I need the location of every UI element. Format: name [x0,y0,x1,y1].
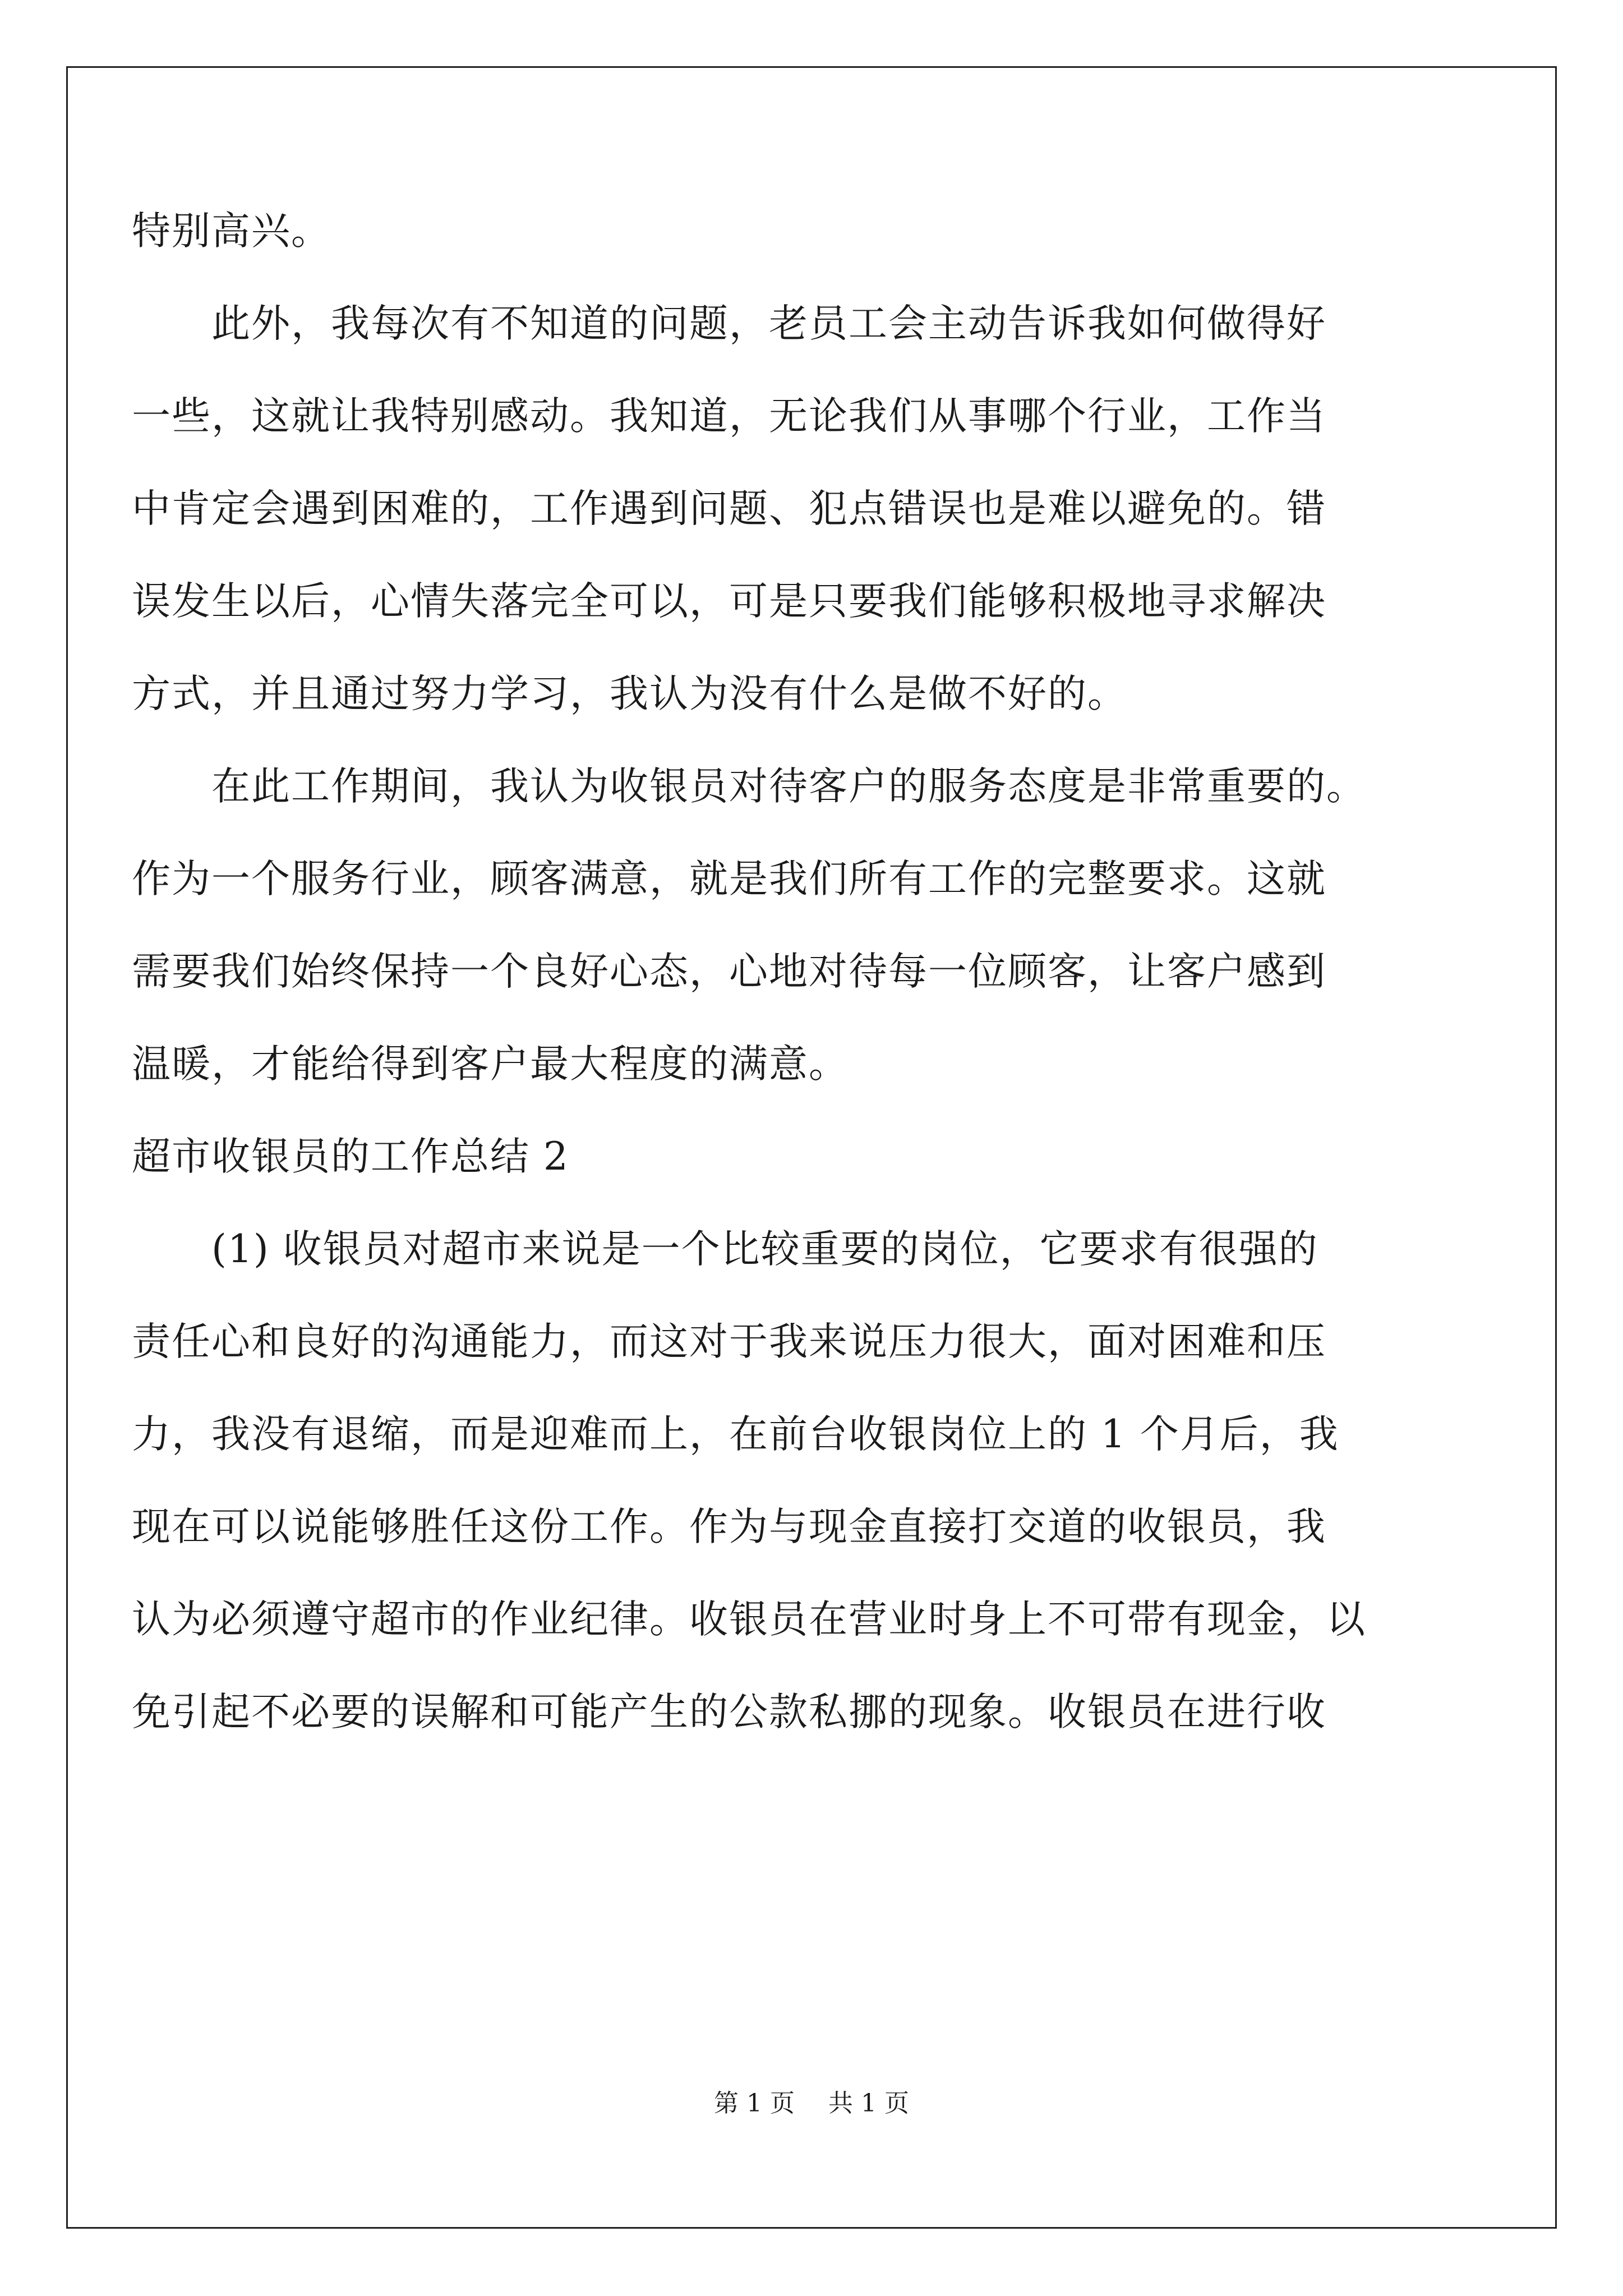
text-line-7: 在此工作期间，我认为收银员对待客户的服务态度是非常重要的。 [132,764,1366,809]
page-number: 第 1 页 [714,2089,795,2118]
text-line-4: 中肯定会遇到困难的，工作遇到问题、犯点错误也是难以避免的。错 [132,486,1326,531]
page-total: 共 1 页 [828,2089,909,2118]
text-line-10: 温暖，才能给得到客户最大程度的满意。 [132,1042,849,1087]
text-line-3: 一些，这就让我特别感动。我知道，无论我们从事哪个行业，工作当 [132,394,1326,439]
page-footer [0,2087,1623,2120]
text-line-17: 免引起不必要的误解和可能产生的公款私挪的现象。收银员在进行收 [132,1690,1326,1734]
text-line-1: 特别高兴。 [132,209,331,254]
text-line-15: 现在可以说能够胜任这份工作。作为与现金直接打交道的收银员，我 [132,1504,1326,1549]
text-line-12: (1) 收银员对超市来说是一个比较重要的岗位，它要求有很强的 [132,1227,1318,1272]
text-line-16: 认为必须遵守超市的作业纪律。收银员在营业时身上不可带有现金，以 [132,1597,1366,1642]
text-line-8: 作为一个服务行业，顾客满意，就是我们所有工作的完整要求。这就 [132,857,1326,901]
section-heading: 超市收银员的工作总结 2 [132,1134,569,1179]
text-line-14: 力，我没有退缩，而是迎难而上，在前台收银岗位上的 1 个月后，我 [132,1412,1339,1457]
text-line-2: 此外，我每次有不知道的问题，老员工会主动告诉我如何做得好 [132,301,1326,346]
text-line-6: 方式，并且通过努力学习，我认为没有什么是做不好的。 [132,671,1127,716]
text-line-13: 责任心和良好的沟通能力，而这对于我来说压力很大，面对困难和压 [132,1319,1326,1364]
text-line-9: 需要我们始终保持一个良好心态，心地对待每一位顾客，让客户感到 [132,949,1326,994]
text-line-5: 误发生以后，心情失落完全可以，可是只要我们能够积极地寻求解决 [132,579,1326,624]
